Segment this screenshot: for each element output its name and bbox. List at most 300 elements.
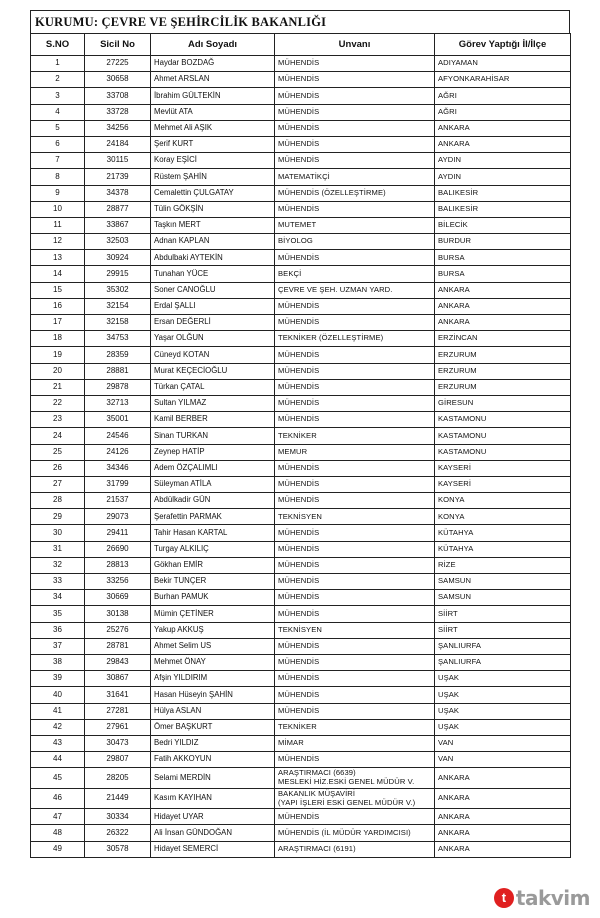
cell-gorev: VAN	[435, 735, 571, 751]
cell-unvan: MÜHENDİS	[275, 250, 435, 266]
cell-unvan: MÜHENDİS	[275, 654, 435, 670]
table-row	[31, 574, 571, 590]
cell-ad-soyad: Kamil BERBER	[151, 412, 275, 428]
cell-unvan: TEKNİSYEN	[275, 509, 435, 525]
cell-sicil: 32713	[85, 395, 151, 411]
cell-gorev: AFYONKARAHİSAR	[435, 72, 571, 88]
cell-gorev: KONYA	[435, 509, 571, 525]
cell-gorev: KÜTAHYA	[435, 541, 571, 557]
cell-gorev: BURSA	[435, 266, 571, 282]
cell-unvan: MÜHENDİS	[275, 671, 435, 687]
cell-ad-soyad: Tülin GÖKŞİN	[151, 201, 275, 217]
cell-unvan: MÜHENDİS	[275, 590, 435, 606]
cell-unvan: MÜHENDİS	[275, 56, 435, 72]
cell-sno: 22	[31, 395, 85, 411]
cell-sicil: 34378	[85, 185, 151, 201]
cell-sicil: 29878	[85, 379, 151, 395]
cell-ad-soyad: Abdülkadir GÜN	[151, 493, 275, 509]
cell-sicil: 26322	[85, 825, 151, 841]
cell-gorev: KÜTAHYA	[435, 525, 571, 541]
table-row	[31, 347, 571, 363]
cell-sno: 32	[31, 557, 85, 573]
table-row	[31, 671, 571, 687]
cell-gorev: KASTAMONU	[435, 428, 571, 444]
cell-unvan: TEKNİSYEN	[275, 622, 435, 638]
cell-unvan: MÜHENDİS	[275, 752, 435, 768]
table-row	[31, 788, 571, 809]
table-row	[31, 638, 571, 654]
cell-gorev: BALIKESİR	[435, 185, 571, 201]
cell-gorev: BİLECİK	[435, 217, 571, 233]
cell-gorev: BURDUR	[435, 234, 571, 250]
cell-sno: 14	[31, 266, 85, 282]
cell-sno: 5	[31, 120, 85, 136]
cell-gorev: KASTAMONU	[435, 444, 571, 460]
table-row	[31, 72, 571, 88]
cell-sicil: 24126	[85, 444, 151, 460]
table-row	[31, 654, 571, 670]
cell-ad-soyad: Bedri YILDIZ	[151, 735, 275, 751]
cell-unvan: TEKNİKER	[275, 428, 435, 444]
cell-gorev: KONYA	[435, 493, 571, 509]
cell-gorev: AĞRI	[435, 104, 571, 120]
header-ad-soyad: Adı Soyadı	[151, 34, 275, 56]
cell-gorev: ANKARA	[435, 136, 571, 152]
header-gorev: Görev Yaptığı İl/İlçe	[435, 34, 571, 56]
cell-sicil: 33867	[85, 217, 151, 233]
cell-sno: 15	[31, 282, 85, 298]
table-row	[31, 185, 571, 201]
table-row	[31, 88, 571, 104]
header-unvan: Unvanı	[275, 34, 435, 56]
cell-unvan: MÜHENDİS	[275, 476, 435, 492]
table-body	[31, 56, 571, 858]
cell-ad-soyad: Turgay ALKILIÇ	[151, 541, 275, 557]
cell-gorev: SAMSUN	[435, 574, 571, 590]
table-row	[31, 56, 571, 72]
cell-unvan: MÜHENDİS	[275, 298, 435, 314]
cell-sicil: 31641	[85, 687, 151, 703]
cell-unvan: MÜHENDİS	[275, 809, 435, 825]
cell-unvan: MÜHENDİS (İL MÜDÜR YARDIMCISI)	[275, 825, 435, 841]
table-row	[31, 104, 571, 120]
table-row	[31, 841, 571, 857]
watermark	[494, 886, 590, 910]
table-row	[31, 703, 571, 719]
cell-ad-soyad: Burhan PAMUK	[151, 590, 275, 606]
cell-sno: 21	[31, 379, 85, 395]
cell-gorev: ANKARA	[435, 120, 571, 136]
cell-ad-soyad: Tunahan YÜCE	[151, 266, 275, 282]
cell-ad-soyad: Fatih AKKOYUN	[151, 752, 275, 768]
table-row	[31, 250, 571, 266]
table-row	[31, 622, 571, 638]
cell-sno: 25	[31, 444, 85, 460]
cell-ad-soyad: Kasım KAYIHAN	[151, 788, 275, 809]
cell-sno: 39	[31, 671, 85, 687]
cell-gorev: AYDIN	[435, 153, 571, 169]
document-page	[30, 10, 570, 858]
cell-gorev: ERZİNCAN	[435, 331, 571, 347]
cell-unvan	[275, 768, 435, 789]
cell-gorev: ŞANLIURFA	[435, 638, 571, 654]
cell-gorev: ŞANLIURFA	[435, 654, 571, 670]
cell-gorev: ANKARA	[435, 809, 571, 825]
table-row	[31, 201, 571, 217]
cell-ad-soyad: Cemalettin ÇULGATAY	[151, 185, 275, 201]
cell-sicil: 31799	[85, 476, 151, 492]
table-row	[31, 217, 571, 233]
cell-sno: 12	[31, 234, 85, 250]
cell-gorev: KAYSERİ	[435, 460, 571, 476]
cell-ad-soyad: Mehmet Ali AŞIK	[151, 120, 275, 136]
cell-unvan: MATEMATİKÇİ	[275, 169, 435, 185]
cell-sicil: 27225	[85, 56, 151, 72]
cell-unvan: MÜHENDİS	[275, 525, 435, 541]
cell-sicil: 28205	[85, 768, 151, 789]
table-row	[31, 809, 571, 825]
table-row	[31, 719, 571, 735]
cell-ad-soyad: Gökhan EMİR	[151, 557, 275, 573]
cell-unvan: MÜHENDİS	[275, 201, 435, 217]
cell-gorev: ERZURUM	[435, 379, 571, 395]
cell-sno: 19	[31, 347, 85, 363]
cell-unvan: MÜHENDİS	[275, 574, 435, 590]
table-row	[31, 169, 571, 185]
cell-ad-soyad: Mevlüt ATA	[151, 104, 275, 120]
cell-sno: 46	[31, 788, 85, 809]
cell-sicil: 29411	[85, 525, 151, 541]
cell-ad-soyad: Hülya ASLAN	[151, 703, 275, 719]
cell-unvan: MÜHENDİS	[275, 120, 435, 136]
cell-unvan: MÜHENDİS	[275, 136, 435, 152]
cell-sicil: 28781	[85, 638, 151, 654]
cell-sno: 28	[31, 493, 85, 509]
cell-ad-soyad: Ömer BAŞKURT	[151, 719, 275, 735]
cell-sicil: 32158	[85, 315, 151, 331]
table-row	[31, 363, 571, 379]
cell-sicil: 30473	[85, 735, 151, 751]
cell-ad-soyad: Erdal ŞALLI	[151, 298, 275, 314]
table-row	[31, 444, 571, 460]
cell-gorev: AĞRI	[435, 88, 571, 104]
cell-sicil: 35001	[85, 412, 151, 428]
cell-ad-soyad: Cüneyd KOTAN	[151, 347, 275, 363]
cell-ad-soyad: İbrahim GÜLTEKİN	[151, 88, 275, 104]
cell-unvan	[275, 788, 435, 809]
cell-ad-soyad: Süleyman ATİLA	[151, 476, 275, 492]
unvan-line-1: ARAŞTIRMACI (6639)	[278, 768, 356, 778]
table-row	[31, 735, 571, 751]
cell-sno: 17	[31, 315, 85, 331]
cell-sicil: 33256	[85, 574, 151, 590]
cell-sicil: 24184	[85, 136, 151, 152]
cell-ad-soyad: Haydar BOZDAĞ	[151, 56, 275, 72]
cell-gorev: SİİRT	[435, 606, 571, 622]
cell-sicil: 30115	[85, 153, 151, 169]
cell-sicil: 33708	[85, 88, 151, 104]
table-row	[31, 136, 571, 152]
cell-unvan: MÜHENDİS	[275, 606, 435, 622]
cell-gorev: KASTAMONU	[435, 412, 571, 428]
cell-sno: 4	[31, 104, 85, 120]
table-row	[31, 606, 571, 622]
cell-ad-soyad: Şerafettin PARMAK	[151, 509, 275, 525]
cell-sno: 33	[31, 574, 85, 590]
cell-sno: 16	[31, 298, 85, 314]
table-row	[31, 541, 571, 557]
table-row	[31, 509, 571, 525]
header-sno: S.NO	[31, 34, 85, 56]
cell-unvan: MÜHENDİS	[275, 493, 435, 509]
cell-sno: 6	[31, 136, 85, 152]
cell-unvan: MÜHENDİS (ÖZELLEŞTİRME)	[275, 185, 435, 201]
cell-sno: 10	[31, 201, 85, 217]
cell-sno: 38	[31, 654, 85, 670]
cell-ad-soyad: Afşin YILDIRIM	[151, 671, 275, 687]
cell-unvan: MÜHENDİS	[275, 638, 435, 654]
cell-ad-soyad: Türkan ÇATAL	[151, 379, 275, 395]
cell-ad-soyad: Mehmet ÖNAY	[151, 654, 275, 670]
cell-sicil: 34256	[85, 120, 151, 136]
cell-sno: 34	[31, 590, 85, 606]
watermark-text: takvim	[515, 886, 590, 910]
cell-ad-soyad: Ali İnsan GÜNDOĞAN	[151, 825, 275, 841]
cell-unvan: MÜHENDİS	[275, 541, 435, 557]
cell-sno: 45	[31, 768, 85, 789]
cell-unvan: ÇEVRE VE ŞEH. UZMAN YARD.	[275, 282, 435, 298]
cell-sno: 37	[31, 638, 85, 654]
cell-sno: 43	[31, 735, 85, 751]
unvan-line-2: (YAPI İŞLERİ ESKİ GENEL MÜDÜR V.)	[278, 797, 416, 807]
cell-sicil: 30924	[85, 250, 151, 266]
cell-sicil: 32503	[85, 234, 151, 250]
unvan-line-1: BAKANLIK MÜŞAVİRİ	[278, 788, 356, 798]
unvan-line-2: MESLEKİ HİZ.ESKİ GENEL MÜDÜR V.	[278, 777, 415, 786]
cell-gorev: UŞAK	[435, 687, 571, 703]
cell-ad-soyad: Murat KEÇECİOĞLU	[151, 363, 275, 379]
cell-sno: 30	[31, 525, 85, 541]
cell-sicil: 21739	[85, 169, 151, 185]
cell-ad-soyad: Ahmet ARSLAN	[151, 72, 275, 88]
cell-unvan: MÜHENDİS	[275, 395, 435, 411]
cell-sno: 31	[31, 541, 85, 557]
cell-ad-soyad: Ersan DEĞERLİ	[151, 315, 275, 331]
cell-ad-soyad: Şerif KURT	[151, 136, 275, 152]
cell-sno: 44	[31, 752, 85, 768]
table-row	[31, 752, 571, 768]
takvim-logo-icon: t	[494, 888, 514, 908]
table-row	[31, 315, 571, 331]
cell-unvan: MEMUR	[275, 444, 435, 460]
cell-gorev: ANKARA	[435, 282, 571, 298]
cell-ad-soyad: Ahmet Selim US	[151, 638, 275, 654]
cell-unvan: MÜHENDİS	[275, 347, 435, 363]
cell-sicil: 28877	[85, 201, 151, 217]
cell-sicil: 28813	[85, 557, 151, 573]
cell-ad-soyad: Zeynep HATİP	[151, 444, 275, 460]
cell-sicil: 29843	[85, 654, 151, 670]
cell-sicil: 25276	[85, 622, 151, 638]
cell-ad-soyad: Adnan KAPLAN	[151, 234, 275, 250]
cell-gorev: ADIYAMAN	[435, 56, 571, 72]
cell-ad-soyad: Tahir Hasan KARTAL	[151, 525, 275, 541]
cell-sicil: 30867	[85, 671, 151, 687]
cell-ad-soyad: Rüstem ŞAHİN	[151, 169, 275, 185]
table-row	[31, 153, 571, 169]
cell-sicil: 27961	[85, 719, 151, 735]
personnel-table	[30, 33, 571, 858]
cell-sicil: 28359	[85, 347, 151, 363]
cell-sno: 1	[31, 56, 85, 72]
table-row	[31, 282, 571, 298]
cell-sicil: 21537	[85, 493, 151, 509]
cell-ad-soyad: Hidayet SEMERCİ	[151, 841, 275, 857]
cell-sno: 8	[31, 169, 85, 185]
table-row	[31, 234, 571, 250]
cell-sno: 3	[31, 88, 85, 104]
cell-ad-soyad: Sinan TURKAN	[151, 428, 275, 444]
cell-gorev: ANKARA	[435, 315, 571, 331]
cell-unvan: MÜHENDİS	[275, 363, 435, 379]
cell-sicil: 29807	[85, 752, 151, 768]
table-row	[31, 768, 571, 789]
cell-sno: 47	[31, 809, 85, 825]
cell-gorev: SAMSUN	[435, 590, 571, 606]
cell-unvan: MÜHENDİS	[275, 687, 435, 703]
table-row	[31, 687, 571, 703]
table-row	[31, 266, 571, 282]
cell-sicil: 21449	[85, 788, 151, 809]
cell-sicil: 28881	[85, 363, 151, 379]
cell-sno: 48	[31, 825, 85, 841]
cell-sno: 7	[31, 153, 85, 169]
cell-gorev: GİRESUN	[435, 395, 571, 411]
table-row	[31, 460, 571, 476]
cell-gorev: UŞAK	[435, 703, 571, 719]
cell-ad-soyad: Sultan YILMAZ	[151, 395, 275, 411]
cell-sno: 13	[31, 250, 85, 266]
table-row	[31, 412, 571, 428]
cell-gorev: BALIKESİR	[435, 201, 571, 217]
table-row	[31, 120, 571, 136]
cell-sno: 35	[31, 606, 85, 622]
cell-unvan: MÜHENDİS	[275, 379, 435, 395]
cell-ad-soyad: Adem ÖZÇALIMLI	[151, 460, 275, 476]
cell-unvan: MÜHENDİS	[275, 153, 435, 169]
cell-gorev: VAN	[435, 752, 571, 768]
cell-unvan: BİYOLOG	[275, 234, 435, 250]
cell-sicil: 35302	[85, 282, 151, 298]
cell-sno: 20	[31, 363, 85, 379]
table-header-row	[31, 34, 571, 56]
cell-gorev: ERZURUM	[435, 363, 571, 379]
cell-unvan: TEKNİKER (ÖZELLEŞTİRME)	[275, 331, 435, 347]
table-row	[31, 825, 571, 841]
cell-sicil: 30578	[85, 841, 151, 857]
cell-ad-soyad: Hasan Hüseyin ŞAHİN	[151, 687, 275, 703]
cell-sicil: 29915	[85, 266, 151, 282]
cell-sno: 2	[31, 72, 85, 88]
cell-unvan: TEKNİKER	[275, 719, 435, 735]
cell-unvan: MÜHENDİS	[275, 703, 435, 719]
cell-unvan: MÜHENDİS	[275, 315, 435, 331]
cell-unvan: MİMAR	[275, 735, 435, 751]
cell-sno: 11	[31, 217, 85, 233]
header-sicil: Sicil No	[85, 34, 151, 56]
cell-unvan: MÜHENDİS	[275, 557, 435, 573]
cell-sicil: 29073	[85, 509, 151, 525]
cell-unvan: MUTEMET	[275, 217, 435, 233]
cell-ad-soyad: Abdulbaki AYTEKİN	[151, 250, 275, 266]
cell-sno: 24	[31, 428, 85, 444]
cell-sno: 23	[31, 412, 85, 428]
cell-sno: 42	[31, 719, 85, 735]
table-row	[31, 379, 571, 395]
cell-gorev: ERZURUM	[435, 347, 571, 363]
cell-ad-soyad: Yaşar OLĞUN	[151, 331, 275, 347]
table-row	[31, 331, 571, 347]
table-row	[31, 590, 571, 606]
cell-gorev: KAYSERİ	[435, 476, 571, 492]
cell-ad-soyad: Taşkın MERT	[151, 217, 275, 233]
table-row	[31, 428, 571, 444]
cell-sno: 41	[31, 703, 85, 719]
institution-title: KURUMU: ÇEVRE VE ŞEHİRCİLİK BAKANLIĞI	[30, 10, 570, 33]
cell-gorev: ANKARA	[435, 841, 571, 857]
cell-sicil: 24546	[85, 428, 151, 444]
cell-gorev: ANKARA	[435, 825, 571, 841]
cell-sno: 40	[31, 687, 85, 703]
table-row	[31, 525, 571, 541]
cell-gorev: ANKARA	[435, 298, 571, 314]
cell-sicil: 34753	[85, 331, 151, 347]
cell-sicil: 34346	[85, 460, 151, 476]
cell-sno: 26	[31, 460, 85, 476]
cell-gorev: ANKARA	[435, 768, 571, 789]
cell-sicil: 30658	[85, 72, 151, 88]
cell-unvan: MÜHENDİS	[275, 88, 435, 104]
cell-sicil: 27281	[85, 703, 151, 719]
cell-sicil: 30669	[85, 590, 151, 606]
cell-gorev: UŞAK	[435, 719, 571, 735]
table-row	[31, 395, 571, 411]
cell-sno: 36	[31, 622, 85, 638]
cell-ad-soyad: Mümin ÇETİNER	[151, 606, 275, 622]
table-row	[31, 557, 571, 573]
cell-sno: 18	[31, 331, 85, 347]
cell-ad-soyad: Yakup AKKUŞ	[151, 622, 275, 638]
cell-sicil: 30334	[85, 809, 151, 825]
cell-unvan: BEKÇİ	[275, 266, 435, 282]
cell-gorev: UŞAK	[435, 671, 571, 687]
cell-gorev: BURSA	[435, 250, 571, 266]
cell-ad-soyad: Selami MERDİN	[151, 768, 275, 789]
cell-ad-soyad: Hidayet UYAR	[151, 809, 275, 825]
cell-sicil: 33728	[85, 104, 151, 120]
cell-sicil: 32154	[85, 298, 151, 314]
cell-sno: 9	[31, 185, 85, 201]
cell-sicil: 30138	[85, 606, 151, 622]
cell-unvan: MÜHENDİS	[275, 412, 435, 428]
cell-gorev: RİZE	[435, 557, 571, 573]
cell-unvan: MÜHENDİS	[275, 460, 435, 476]
table-row	[31, 476, 571, 492]
cell-ad-soyad: Koray EŞİCİ	[151, 153, 275, 169]
cell-sicil: 26690	[85, 541, 151, 557]
cell-gorev: SİİRT	[435, 622, 571, 638]
cell-ad-soyad: Bekir TUNÇER	[151, 574, 275, 590]
